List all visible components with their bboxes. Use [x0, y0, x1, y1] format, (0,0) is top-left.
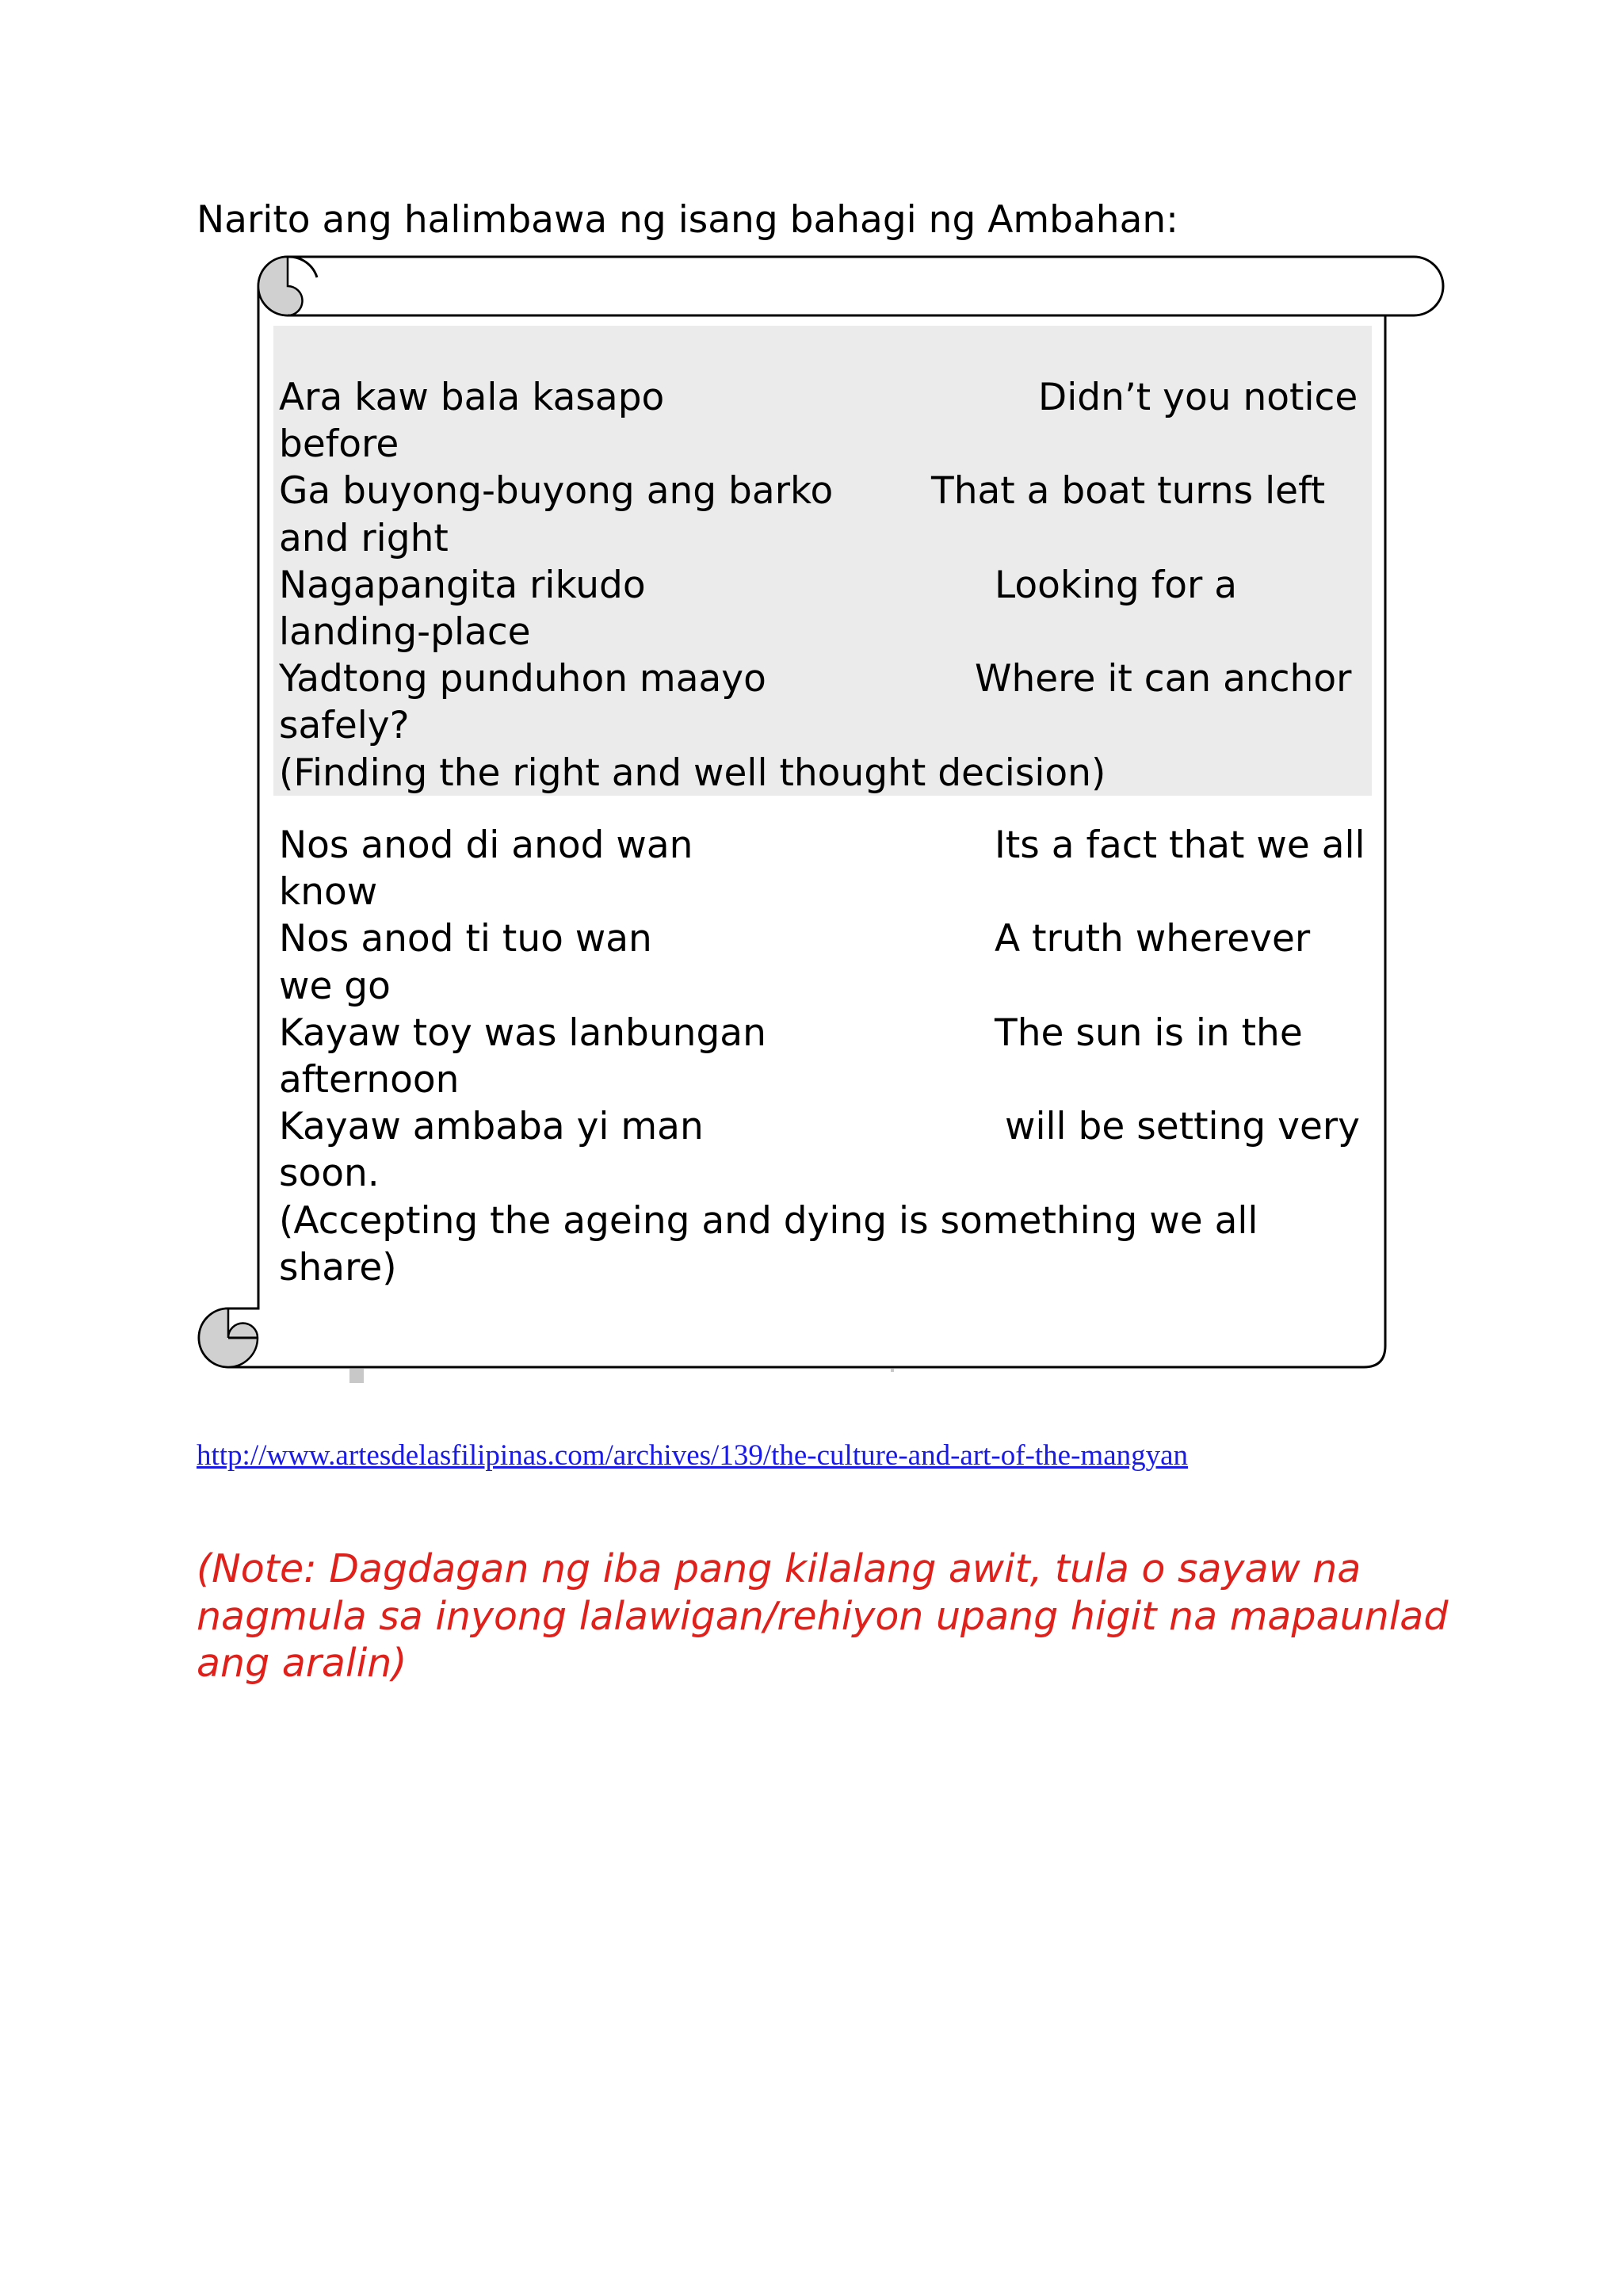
english-line: will be setting very: [1005, 1105, 1360, 1149]
scroll-top-roll: [288, 257, 1443, 315]
note-line: ang aralin): [197, 1641, 407, 1686]
note-line: (Note: Dagdagan ng iba pang kilalang awit, tula o sayaw na: [197, 1546, 1361, 1591]
note-line: nagmula sa inyong lalawigan/rehiyon upang higit na mapaunlad: [197, 1593, 1449, 1639]
tagalog-line: Kayaw toy was lanbungan: [279, 1010, 766, 1055]
teacher-note: [197, 1545, 1449, 1687]
stanza-1: [279, 374, 1358, 797]
stanza-meaning: (Finding the right and well thought decision): [279, 751, 1106, 795]
english-line-wrap: know: [279, 870, 378, 915]
english-line: Didn’t you notice: [1038, 376, 1358, 419]
tagalog-line: Yadtong punduhon maayo: [279, 657, 766, 701]
english-line-wrap: soon.: [279, 1152, 380, 1196]
tagalog-line: Ga buyong-buyong ang barko: [279, 469, 834, 514]
english-line: A truth wherever: [995, 917, 1311, 961]
english-line: Its a fact that we all: [995, 823, 1365, 867]
english-line: Where it can anchor: [975, 657, 1352, 701]
scan-artifact: [349, 1369, 364, 1383]
stanza-line: [279, 1010, 1303, 1056]
english-line-wrap: we go: [279, 964, 391, 1008]
stanza-meaning: (Accepting the ageing and dying is something we all: [279, 1198, 1258, 1243]
intro-text: Narito ang halimbawa ng isang bahagi ng Ambahan:: [197, 198, 1179, 242]
english-line-wrap: afternoon: [279, 1057, 460, 1102]
stanza-2: [279, 822, 1365, 1291]
source-link[interactable]: http://www.artesdelasfilipinas.com/archives/139/the-culture-and-art-of-the-mangyan: [197, 1439, 1189, 1472]
stanza-line: [279, 374, 1358, 421]
stanza-line: [279, 915, 1311, 962]
tagalog-line: Nos anod ti tuo wan: [279, 917, 652, 961]
stanza-meaning: share): [279, 1245, 397, 1289]
stanza-line: [279, 468, 1326, 514]
tagalog-line: Nos anod di anod wan: [279, 823, 693, 867]
english-line-wrap: landing-place: [279, 609, 531, 654]
english-line-wrap: safely?: [279, 704, 410, 748]
english-line-wrap: and right: [279, 516, 449, 560]
stanza-line: [279, 822, 1365, 869]
scan-artifact: [891, 1369, 894, 1372]
tagalog-line: Ara kaw bala kasapo: [279, 376, 665, 419]
english-line: Looking for a: [995, 563, 1238, 607]
english-line: That a boat turns left: [931, 469, 1326, 514]
tagalog-line: Kayaw ambaba yi man: [279, 1105, 704, 1149]
stanza-line: [279, 655, 1352, 702]
stanza-line: [279, 1103, 1360, 1150]
english-line-wrap: before: [279, 422, 399, 467]
english-line: The sun is in the: [995, 1010, 1303, 1055]
tagalog-line: Nagapangita rikudo: [279, 563, 646, 607]
stanza-line: [279, 562, 1238, 609]
